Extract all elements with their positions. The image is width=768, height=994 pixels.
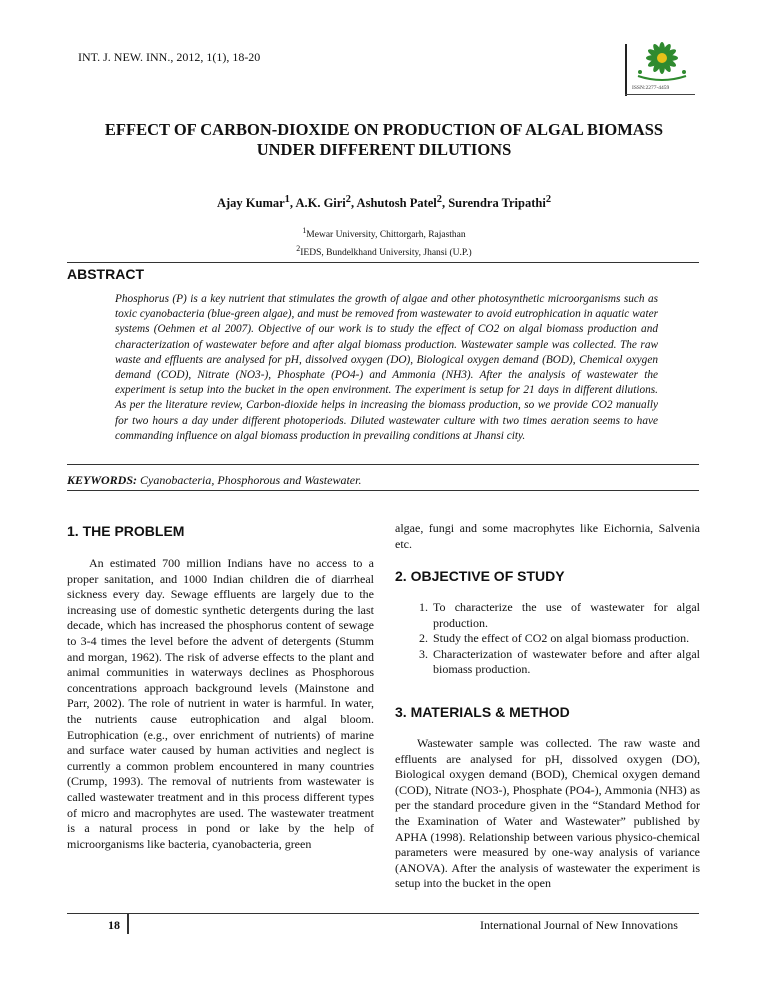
- author-sup: 2: [545, 194, 552, 205]
- page-number-bar: [127, 914, 129, 934]
- author-sup: 2: [345, 194, 351, 205]
- affiliation-2: $^2$IEDS, Bundelkhand University, Jhansi (U.P.): [296, 244, 472, 259]
- problem-text: An estimated 700 million Indians have no access to a proper sanitation, and 1000 Indian children die of diarrheal sickness every day. Sewage effluents are largely due to the increasing use of domestic synthetic detergents during the last decade, which has increased the phosphorus content of sewage to 3-4 times the level before the advent of detergents (Stumm and morgan, 1962). The risk of adverse effects to the plant and animal communities in waterways declines as Phosphorous concentrations approach background levels (Mainstone and Parr, 2002). The role of nutrient in water is harmful. In water, the nutrients cause eutrophication and algal bloom. Eutrophication (e.g., over enrichment of nutrients) of marine and surface water caused by human activities and neglect is currently a common problem encountered in many countries (Crump, 1993). The removal of nutrients from wastewater is called wastewater treatment and in this process different types of micro and macrophytes are used. The wastewater treatment is a natural process in pond or lake by the help of microorganisms like bacteria, cyanobacteria, green: [67, 556, 374, 851]
- affiliation-1: $^1$Mewar University, Chittorgarh, Rajasthan: [302, 226, 466, 241]
- affiliations: [60, 224, 708, 260]
- header-underline: [625, 94, 695, 95]
- keywords-text: Cyanobacteria, Phosphorous and Wastewater.: [137, 473, 362, 487]
- author-list: Ajay Kumar$^1$, A.K. Giri$^2$, Ashutosh Patel$^2$, Surendra Tripathi$^2$: [216, 194, 552, 211]
- methods-text: Wastewater sample was collected. The raw waste and effluents are analysed for pH, dissolved oxygen (DO), Biological oxygen demand (BOD), Chemical oxygen demand (COD), Nitrate (NO3-), Phosphate (PO4-), Ammonia (NH3) as per the standard procedure given in the “Standard Method for the Examination of Water and Wastewater” published by APHA (1998). Relationship between various physico-chemical parameters were measured by one-way analysis of variance (ANOVA). After the analysis of wastewater the experiment is setup into the bucket in the open: [395, 736, 700, 891]
- author-name: Ajay Kumar: [216, 196, 285, 211]
- list-item: 2. Study the effect of CO2 on algal biomass production.: [431, 631, 700, 647]
- page-number: 18: [108, 918, 120, 932]
- keywords-rule: [67, 490, 699, 491]
- author-name: Ashutosh Patel: [356, 196, 437, 211]
- objective-list: [395, 600, 700, 678]
- author-sup: 2: [436, 194, 442, 205]
- paper-title: [60, 120, 708, 160]
- keywords-label: KEYWORDS:: [67, 473, 138, 487]
- footer-journal-name: International Journal of New Innovations: [480, 918, 678, 932]
- journal-reference: INT. J. NEW. INN., 2012, 1(1), 18-20: [78, 50, 261, 64]
- section-heading-problem: 1. THE PROBLEM: [67, 523, 185, 539]
- issn-label: ISSN:2277-4459: [632, 85, 670, 91]
- keywords-line: [67, 473, 361, 488]
- header-divider: [625, 44, 627, 96]
- abstract-text: Phosphorus (P) is a key nutrient that stimulates the growth of algae and other photosynthetic microorganisms such as toxic cyanobacteria (blue-green algae), and must be removed from wastewater to avoid eutrophication in aquatic water systems (Oehmen et al 2007). Objective of our work is to study the effect of CO2 on algal biomass production and characterization of wastewater before and after algal biomass production. Wastewater sample was collected. The raw waste and effluents are analysed for pH, dissolved oxygen (DO), Biological oxygen demand (BOD), Chemical oxygen demand (COD), Nitrate (NO3-), Phosphate (PO4-) and Ammonia (NH3). After the analysis of wastewater the experiment is setup into the bucket in the open environment. The experiment is setup for 21 days in different dilutions. As per the literature review, Carbon-dioxide helps in increasing the biomass production, so we provide CO2 manually for two hours a day under different photoperiods. Diluted wastewater culture with two times aeration seems to have commanding influence on algal biomass production in prevailing conditions at Jhansi city.: [115, 293, 658, 442]
- author-sup: 1: [284, 194, 290, 205]
- section-heading-objective: 2. OBJECTIVE OF STUDY: [395, 568, 565, 584]
- abstract-heading: ABSTRACT: [67, 266, 144, 282]
- footer-rule: [67, 913, 699, 914]
- author-name: A.K. Giri: [295, 196, 346, 211]
- list-item: 1. To characterize the use of wastewater for algal production.: [431, 600, 700, 631]
- title-line-1: EFFECT OF CARBON-DIOXIDE ON PRODUCTION OF ALGAL BIOMASS: [104, 120, 664, 139]
- problem-continuation: algae, fungi and some macrophytes like Eichornia, Salvenia etc.: [395, 521, 700, 551]
- title-line-2: UNDER DIFFERENT DILUTIONS: [256, 140, 512, 159]
- abstract-bottom-rule: [67, 464, 699, 465]
- author-name: Surendra Tripathi: [448, 196, 546, 211]
- abstract-top-rule: [67, 262, 699, 263]
- list-item: 3. Characterization of wastewater before and after algal biomass production.: [431, 647, 700, 678]
- section-heading-methods: 3. MATERIALS & METHOD: [395, 704, 570, 720]
